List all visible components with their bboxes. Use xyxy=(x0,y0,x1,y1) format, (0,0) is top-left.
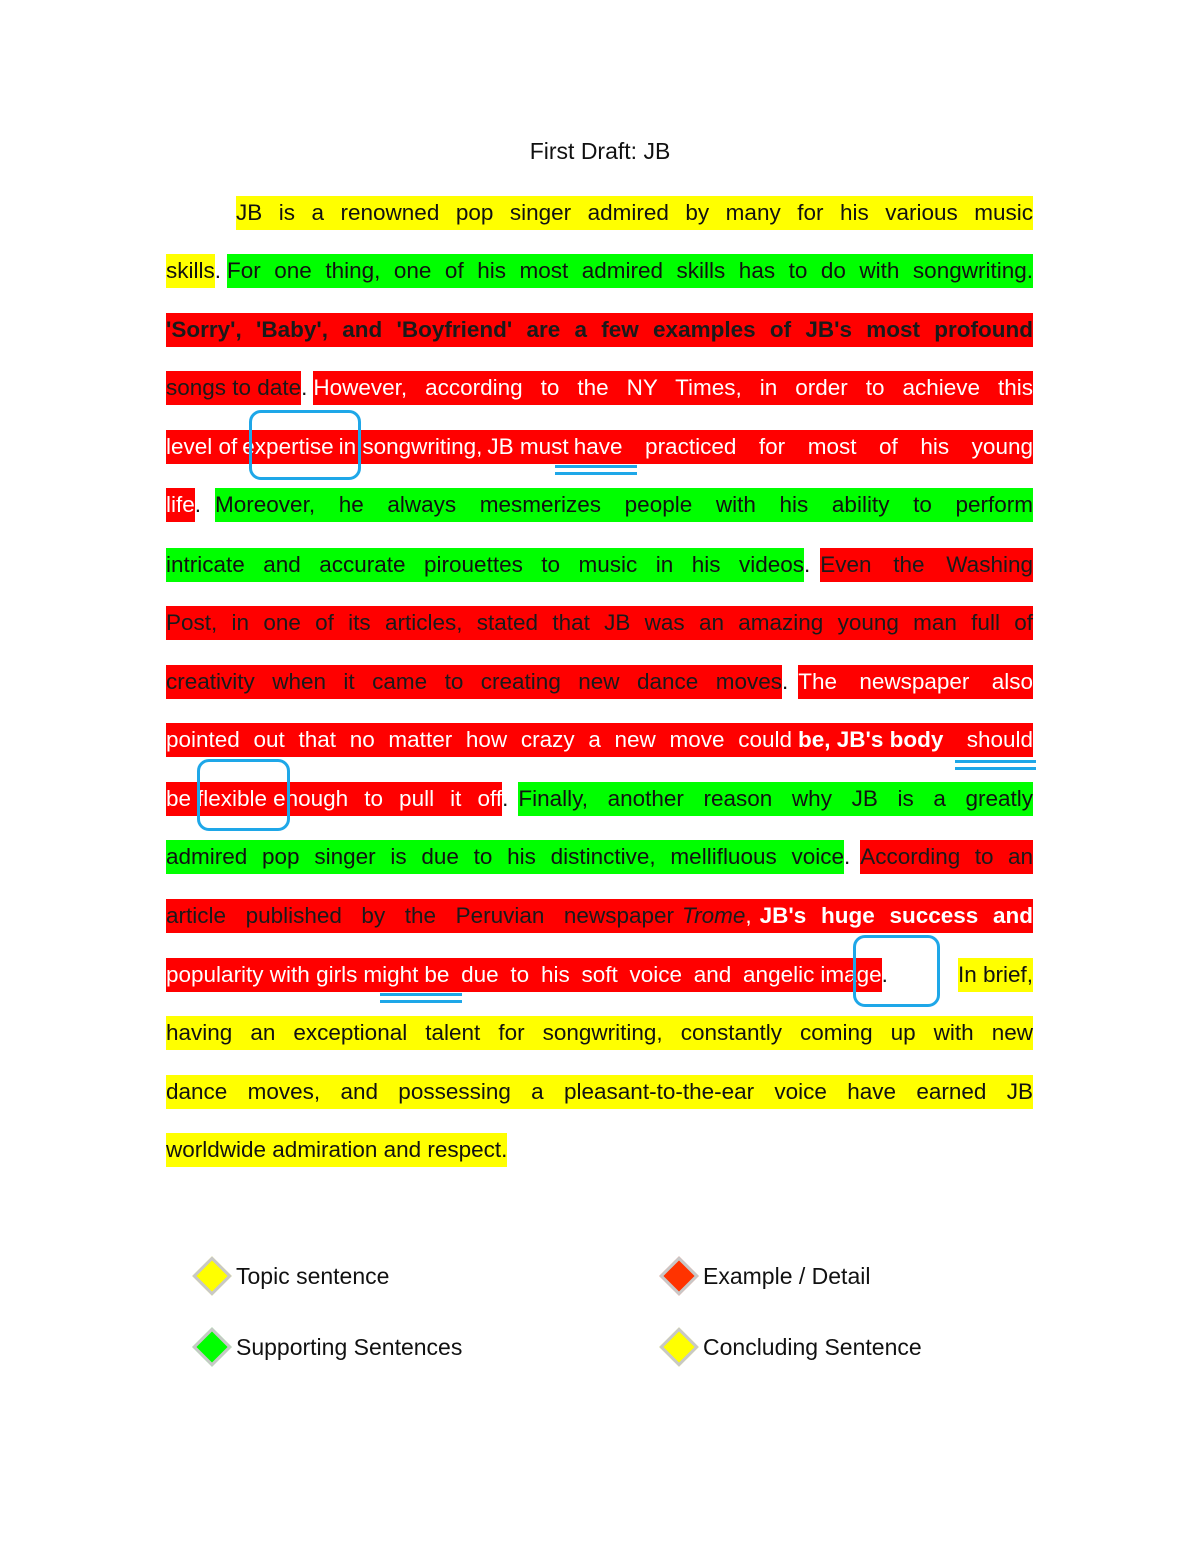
sentence-period: . xyxy=(881,962,888,987)
text-line-6 xyxy=(166,488,1033,522)
sentence-period: . xyxy=(804,552,811,577)
text-line-11 xyxy=(166,782,1033,816)
supporting-sentence-segment: intricate and accurate pirouettes to music in his videos xyxy=(166,548,804,582)
example-detail-segment: 'Sorry', 'Baby', and 'Boyfriend' are a few examples of JB's most profound xyxy=(166,313,1033,347)
concluding-sentence-segment: worldwide admiration and respect. xyxy=(166,1133,507,1167)
sentence-period: . xyxy=(214,258,222,283)
supporting-sentence-segment: admired pop singer is due to his distinctive, mellifluous voice xyxy=(166,840,844,874)
highlighted-word-flexible: flexible xyxy=(197,782,273,816)
example-detail-segment: The newspaper also xyxy=(798,665,1033,699)
circle-annotation-image xyxy=(853,935,940,1007)
example-detail-segment: article published by the Peruvian newspaper xyxy=(166,899,674,933)
supporting-sentence-segment: Moreover, he always mesmerizes people with his ability to perform xyxy=(215,488,1033,522)
legend-item-supporting xyxy=(192,1333,462,1361)
comma: , xyxy=(745,899,759,933)
text-line-7 xyxy=(166,548,1033,582)
newspaper-name-trome: Trome xyxy=(674,899,745,933)
sentence-period: . xyxy=(844,844,851,869)
concluding-sentence-segment: In brief, xyxy=(958,958,1033,992)
legend-label-concluding: Concluding Sentence xyxy=(703,1333,922,1360)
sentence-period: . xyxy=(301,375,308,400)
yellow-diamond-icon xyxy=(659,1327,699,1367)
legend-label-example: Example / Detail xyxy=(703,1262,871,1289)
example-detail-segment: creativity when it came to creating new dance moves xyxy=(166,665,782,699)
red-diamond-icon xyxy=(659,1256,699,1296)
text-line-4 xyxy=(166,371,1033,405)
example-detail-segment: Post, in one of its articles, stated that JB was an amazing young man full of xyxy=(166,606,1033,640)
text-line-9 xyxy=(166,665,1033,699)
highlighted-word-might: might xyxy=(363,958,424,992)
document-title: First Draft: JB xyxy=(529,138,671,164)
text-line-2 xyxy=(166,254,1033,288)
double-underline-should xyxy=(955,760,1036,770)
example-detail-segment: enough to pull it off xyxy=(273,782,502,816)
sentence-period: . xyxy=(194,492,202,517)
example-detail-bold-segment: be, JB's body xyxy=(792,723,949,757)
text-line-10 xyxy=(166,723,1033,757)
double-underline-might xyxy=(380,993,462,1003)
example-detail-segment: have practiced for most of his young xyxy=(574,430,1033,464)
concluding-sentence-segment: dance moves, and possessing a pleasant-to-the-ear voice have earned JB xyxy=(166,1075,1033,1109)
example-detail-segment: level of xyxy=(166,430,242,464)
example-detail-segment: pointed out that no matter how crazy a new move could xyxy=(166,723,792,757)
concluding-sentence-segment: having an exceptional talent for songwriting, constantly coming up with new xyxy=(166,1016,1033,1050)
example-detail-segment: songs to date xyxy=(166,371,301,405)
text-line-12 xyxy=(166,840,1033,874)
example-detail-segment: However, according to the NY Times, in order to achieve this xyxy=(313,371,1033,405)
text-line-1 xyxy=(166,196,1033,230)
sentence-period: . xyxy=(502,786,509,811)
highlighted-word-expertise: expertise xyxy=(242,430,338,464)
legend-item-topic xyxy=(192,1262,389,1290)
double-underline-must xyxy=(555,465,637,475)
text-line-15 xyxy=(166,1016,1033,1050)
legend-label-topic: Topic sentence xyxy=(236,1262,390,1289)
highlighted-word-should: should xyxy=(949,723,1033,757)
circle-annotation-flexible xyxy=(197,759,290,831)
text-line-8 xyxy=(166,606,1033,640)
example-detail-segment: Even the Washing xyxy=(820,548,1033,582)
text-line-3 xyxy=(166,313,1033,347)
legend-label-supporting: Supporting Sentences xyxy=(236,1333,463,1360)
example-detail-segment: in songwriting, xyxy=(339,430,488,464)
supporting-sentence-segment: Finally, another reason why JB is a greatly xyxy=(518,782,1033,816)
green-diamond-icon xyxy=(192,1327,232,1367)
legend-item-example xyxy=(659,1262,870,1290)
text-line-16 xyxy=(166,1075,1033,1109)
example-detail-segment: popularity with girls xyxy=(166,958,363,992)
example-detail-segment: be due to his soft voice and angelic xyxy=(424,958,814,992)
example-detail-segment: life xyxy=(166,488,195,522)
sentence-period: . xyxy=(782,669,789,694)
yellow-diamond-icon xyxy=(192,1256,232,1296)
legend-item-concluding xyxy=(659,1333,922,1361)
topic-sentence-segment: JB is a renowned pop singer admired by many for his various music xyxy=(236,196,1033,230)
text-line-17 xyxy=(166,1133,1033,1167)
example-detail-segment: be xyxy=(166,782,197,816)
highlighted-word-image: image xyxy=(814,958,881,992)
topic-sentence-segment: skills xyxy=(166,254,215,288)
example-detail-bold-segment: JB's huge success and xyxy=(760,899,1033,933)
supporting-sentence-segment: For one thing, one of his most admired skills has to do with songwriting. xyxy=(227,254,1033,288)
example-detail-segment: According to an xyxy=(860,840,1033,874)
highlighted-word-must: JB must xyxy=(487,430,573,464)
text-line-13 xyxy=(166,899,1033,933)
circle-annotation-expertise xyxy=(249,410,361,480)
